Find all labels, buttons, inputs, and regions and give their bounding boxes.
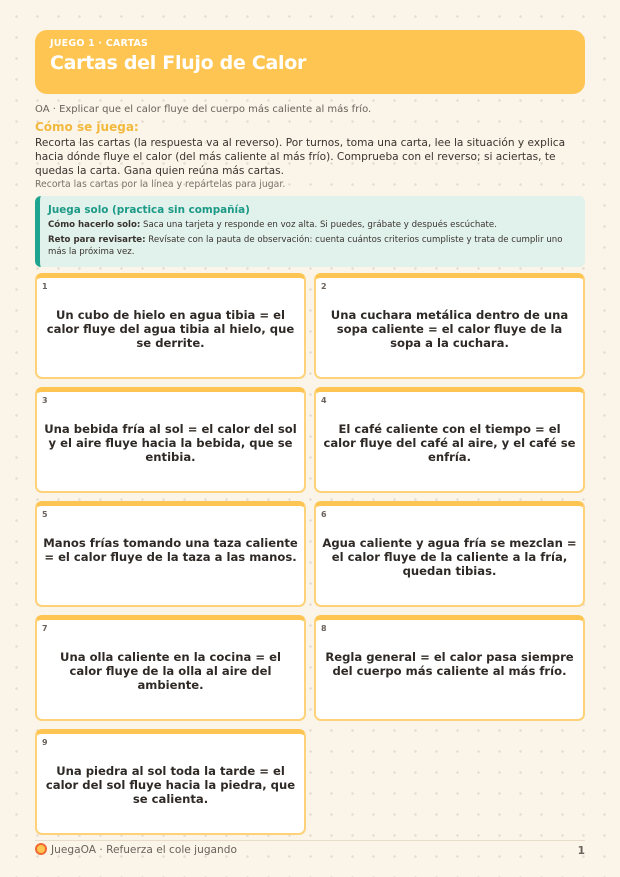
footer-divider xyxy=(35,840,585,841)
card-number: 8 xyxy=(321,624,327,633)
how-to-play-text: Recorta las cartas (la respuesta va al reverso). Por turnos, toma una carta, lee la situación y explica hacia dónde fluye el calor (del más caliente al más frío). Comprueba con el reverso; si aciertas, te quedas la carta. Gana quien reúna más cartas. xyxy=(35,137,566,177)
game-tag: JUEGO 1 · CARTAS xyxy=(50,38,149,49)
page-number: 1 xyxy=(577,845,585,857)
card-number: 6 xyxy=(321,510,327,519)
card-number: 4 xyxy=(321,396,327,405)
solo-challenge-line xyxy=(48,234,575,258)
card-number: 2 xyxy=(321,282,327,291)
card-text: Una cuchara metálica dentro de una sopa caliente = el calor fluye de la sopa a la cuchara. xyxy=(330,308,569,350)
card-text: Manos frías tomando una taza caliente = el calor fluye de la taza a las manos. xyxy=(43,536,298,564)
card-4 xyxy=(314,387,585,493)
card-number: 3 xyxy=(42,396,48,405)
logo-circle-icon xyxy=(35,843,47,855)
card-text: Un cubo de hielo en agua tibia = el calor fluye del agua tibia al hielo, que se derrite. xyxy=(46,308,295,350)
solo-title: Juega solo (practica sin compañía) xyxy=(48,204,250,216)
how-to-play-heading: Cómo se juega: xyxy=(35,120,139,134)
card-number: 5 xyxy=(42,510,48,519)
objective-text: OA · Explicar que el calor fluye del cuerpo más caliente al más frío. xyxy=(35,104,372,115)
card-3 xyxy=(35,387,306,493)
card-text: Una bebida fría al sol = el calor del sol y el aire fluye hacia la bebida, que se entibia. xyxy=(44,422,297,464)
card-7 xyxy=(35,615,306,721)
card-text: Regla general = el calor pasa siempre del cuerpo más caliente al más frío. xyxy=(325,650,574,678)
card-2 xyxy=(314,273,585,379)
card-text: El café caliente con el tiempo = el calor fluye del café al aire, y el café se enfría. xyxy=(323,422,576,464)
page-title: Cartas del Flujo de Calor xyxy=(50,52,307,74)
cut-note: Recorta las cartas por la línea y repártelas para jugar. xyxy=(35,179,286,190)
card-number: 9 xyxy=(42,738,48,747)
card-number: 7 xyxy=(42,624,48,633)
card-text: Una piedra al sol toda la tarde = el calor del sol fluye hacia la piedra, que se calienta. xyxy=(45,764,296,806)
solo-how-label: Cómo hacerlo solo: xyxy=(48,220,141,230)
card-9 xyxy=(35,729,306,835)
card-1 xyxy=(35,273,306,379)
card-5 xyxy=(35,501,306,607)
solo-how-line xyxy=(48,219,575,231)
card-8 xyxy=(314,615,585,721)
solo-how-text: Saca una tarjeta y responde en voz alta. Si puedes, grábate y después escúchate. xyxy=(140,220,497,230)
card-number: 1 xyxy=(42,282,48,291)
solo-challenge-text: Revísate con la pauta de observación: cuenta cuántos criterios cumpliste y trata de cumplir uno más la próxima vez. xyxy=(48,235,563,257)
card-text: Agua caliente y agua fría se mezclan = el calor fluye de la caliente a la fría, quedan tibias. xyxy=(322,536,577,578)
footer-brand: JuegaOA · Refuerza el cole jugando xyxy=(51,844,237,856)
solo-challenge-label: Reto para revisarte: xyxy=(48,235,146,245)
solo-play-box xyxy=(35,196,585,267)
card-text: Una olla caliente en la cocina = el calor fluye de la olla al aire del ambiente. xyxy=(60,650,281,692)
header-banner xyxy=(35,30,585,94)
card-6 xyxy=(314,501,585,607)
